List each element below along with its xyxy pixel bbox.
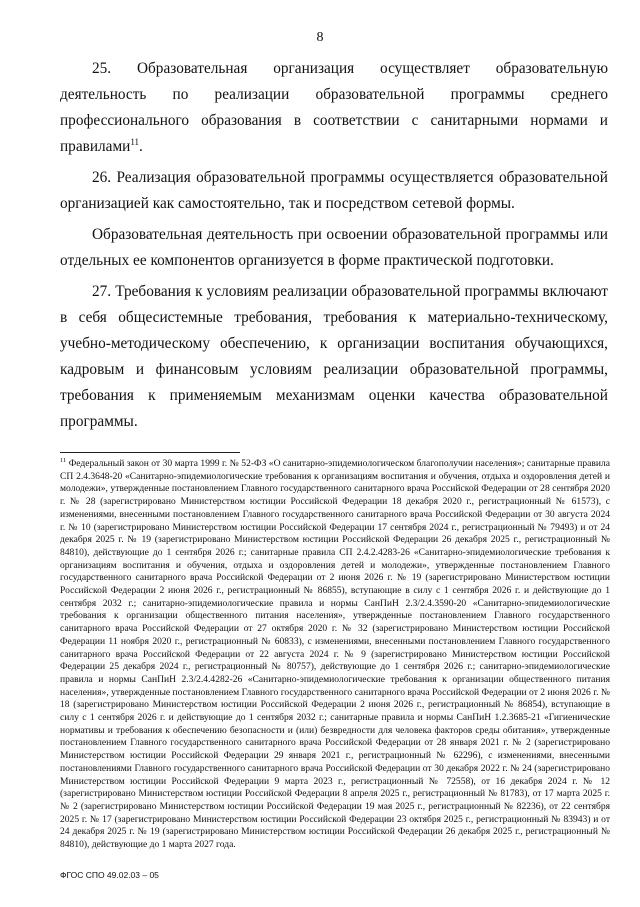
footnote-ref[interactable]: 11 xyxy=(130,136,139,147)
footnote-marker: 11 xyxy=(60,456,67,464)
footnote-11 xyxy=(60,458,610,852)
paragraph-25-end: . xyxy=(139,138,143,155)
paragraph-27: 27. Требования к условиям реализации образовательной программы включают в себя общесистемные требования, требования к материально-техническому, учебно-методическому обеспечению, к организации воспитания обучающихся, кадровым и финансовым условиям реализации образовательной программы, требования к применяемым механизмам оценки качества образовательной программы. xyxy=(60,283,608,430)
body-text xyxy=(60,56,608,440)
page-number: 8 xyxy=(316,30,324,45)
paragraph-25-text: 25. Образовательная организация осуществляет образовательную деятельность по реализации образовательной программы среднего профессионального образования в соответствии с санитарными нормами и правилами xyxy=(60,60,608,155)
document-id: ФГОС СПО 49.02.03 – 05 xyxy=(60,870,159,880)
footnote-divider xyxy=(60,452,240,453)
paragraph-26-practical: Образовательная деятельность при освоении образовательной программы или отдельных ее компонентов организуется в форме практической подготовки. xyxy=(60,226,608,269)
paragraph-26: 26. Реализация образовательной программы осуществляется образовательной организацией как самостоятельно, так и посредством сетевой формы. xyxy=(60,169,608,212)
footnote-text: Федеральный закон от 30 марта 1999 г. № 52-ФЗ «О санитарно-эпидемиологическом благополучии населения»; санитарные правила СП 2.4.3648-20 «Санитарно-эпидемиологические требования к организациям воспитания и обучения, отдыха и оздоровления детей и молодежи», утвержденные постановлением Главного государственного санитарного врача Российской Федерации от 28 сентября 2020 г. № 28 (зарегистрировано Министерством юстиции Российской Федерации 18 декабря 2020 г., регистрационный № 61573), с изменениями, внесенными постановлением Главного государственного санитарного врача Российской Федерации от 30 августа 2024 г. № 10 (зарегистрировано Министерством юстиции Российской Федерации 17 сентября 2024 г., регистрационный № 79493) и от 24 декабря 2025 г. № 19 (зарегистрировано Министерством юстиции Российской Федерации 26 декабря 2025 г., регистрационный № 84810), действующие до 1 сентября 2026 г.; санитарные правила СП 2.4.2.4283-26 «Санитарно-эпидемиологические требования к организациям воспитания и обучения, отдыха и оздоровления детей и молодежи», утвержденные постановлением Главного государственного санитарного врача Российской Федерации от 2 июня 2026 г. № 19 (зарегистрировано Министерством юстиции Российской Федерации 2 июня 2026 г., регистрационный № 86855), вступающие в силу с 1 сентября 2026 г. и действующие до 1 сентября 2032 г.; санитарно-эпидемиологические правила и нормы СанПиН 2.3/2.4.3590-20 «Санитарно-эпидемиологические требования к организации общественного питания населения», утвержденные постановлением Главного государственного санитарного врача Российской Федерации от 27 октября 2020 г. № 32 (зарегистрировано Министерством юстиции Российской Федерации 11 ноября 2020 г., регистрационный № 60833), с изменениями, внесенными постановлением Главного государственного санитарного врача Российской Федерации от 22 августа 2024 г. № 9 (зарегистрировано Министерством юстиции Российской Федерации 25 декабря 2024 г., регистрационный № 80757), действующие до 1 сентября 2026 г.; санитарно-эпидемиологические правила и нормы СанПиН 2.3/2.4.4282-26 «Санитарно-эпидемиологические требования к организации общественного питания населения», утвержденные постановлением Главного государственного санитарного врача Российской Федерации от 2 июня 2026 г. № 18 (зарегистрировано Министерством юстиции Российской Федерации 2 июня 2026 г., регистрационный № 86854), вступающие в силу с 1 сентября 2026 г. и действующие до 1 сентября 2032 г.; санитарные правила и нормы СанПиН 1.2.3685-21 «Гигиенические нормативы и требования к обеспечению безопасности и (или) безвредности для человека факторов среды обитания», утвержденные постановлением Главного государственного санитарного врача Российской Федерации от 28 января 2021 г. № 2 (зарегистрировано Министерством юстиции Российской Федерации 29 января 2021 г., регистрационный № 62296), с изменениями, внесенными постановлениями Главного государственного санитарного врача Российской Федерации от 30 декабря 2022 г. № 24 (зарегистрировано Министерством юстиции Российской Федерации 9 марта 2023 г., регистрационный № 72558), от 16 декабря 2024 г. № 12 (зарегистрировано Министерством юстиции Российской Федерации 8 апреля 2025 г., регистрационный № 81783), от 17 марта 2025 г. № 2 (зарегистрировано Министерством юстиции Российской Федерации 19 мая 2025 г., регистрационный № 82236), от 22 сентября 2025 г. № 17 (зарегистрировано Министерством юстиции Российской Федерации 23 октября 2025 г., регистрационный № 83943) и от 24 декабря 2025 г. № 19 (зарегистрировано Министерством юстиции Российской Федерации 26 декабря 2025 г., регистрационный № 84810), действующие до 1 марта 2027 года. xyxy=(60,458,610,851)
paragraph-25 xyxy=(60,56,608,160)
